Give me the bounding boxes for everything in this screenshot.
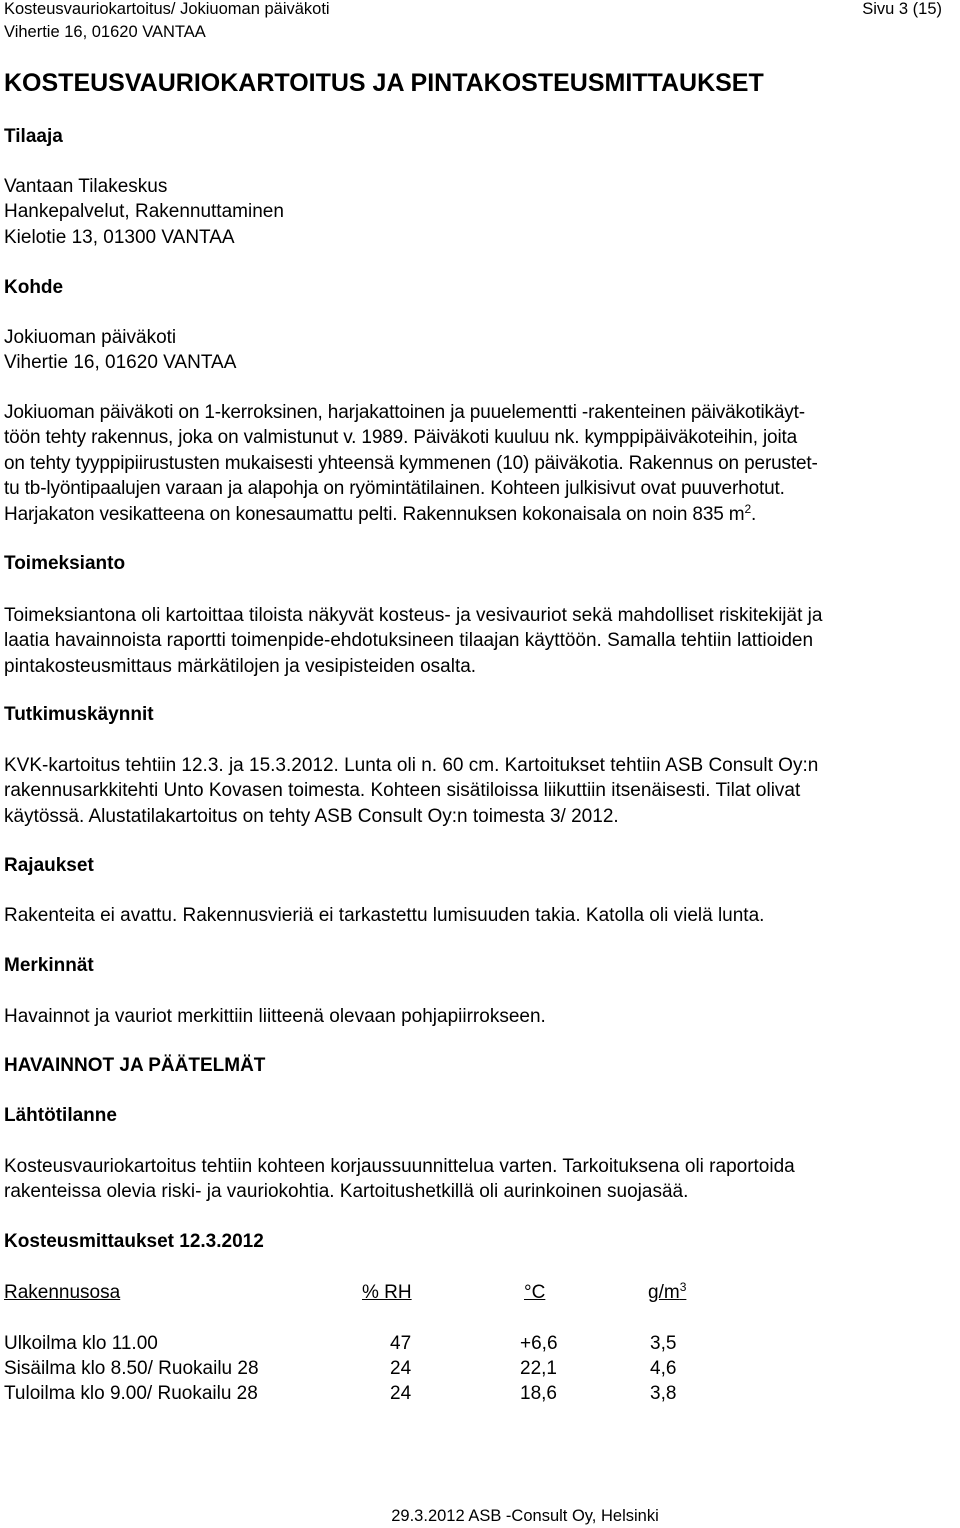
page-header (4, 0, 942, 44)
paragraph-line: Havainnot ja vauriot merkittiin liitteenä olevaan pohjapiirrokseen. (4, 1006, 546, 1027)
column-header-unit: g/m (648, 1282, 680, 1303)
paragraph-line: tu tb-lyöntipaalujen varaan ja alapohja on ryömintätilainen. Kohteen julkisivut ovat puuverhotut. (4, 478, 785, 500)
column-header-rakennusosa: Rakennusosa (4, 1282, 121, 1303)
kohde-line: Vihertie 16, 01620 VANTAA (4, 352, 237, 374)
heading-tilaaja: Tilaaja (4, 126, 63, 147)
heading-rajaukset: Rajaukset (4, 855, 94, 876)
tilaaja-line: Hankepalvelut, Rakennuttaminen (4, 201, 284, 223)
paragraph-line (4, 502, 818, 527)
tilaaja-line: Vantaan Tilakeskus (4, 176, 168, 197)
paragraph-line: laatia havainnoista raportti toimenpide-ehdotuksineen tilaajan käyttöön. Samalla tehtiin lattioiden (4, 630, 814, 652)
heading-merkinnat: Merkinnät (4, 955, 94, 976)
paragraph-line: rakenteissa olevia riski- ja vauriokohtia. Kartoitushetkillä oli aurinkoinen suojasää. (4, 1181, 689, 1203)
table-cell-rakennusosa: Ulkoilma klo 11.00 (4, 1333, 158, 1354)
table-cell-rakennusosa: Sisäilma klo 8.50/ Ruokailu 28 (4, 1358, 259, 1379)
column-header-rh: % RH (362, 1282, 412, 1303)
tilaaja-address (4, 174, 284, 250)
kohde-address (4, 325, 236, 376)
table-cell-g-m3: 3,5 (650, 1333, 677, 1354)
measurement-table (4, 1280, 956, 1410)
paragraph-line: rakennusarkkitehti Unto Kovasen toimesta. Kohteen sisätiloissa liikuttiin itsenäisesti. Tilat olivat (4, 780, 801, 802)
toimeksianto-text (4, 603, 822, 679)
kohde-line: Jokiuoman päiväkoti (4, 327, 177, 348)
area-period: . (751, 503, 757, 525)
paragraph-line: käytössä. Alustatilakartoitus on tehty ASB Consult Oy:n toimesta 3/ 2012. (4, 805, 619, 827)
column-header-unit-superscript: 3 (679, 1280, 687, 1294)
paragraph-line: pintakosteusmittaus märkätilojen ja vesipisteiden osalta. (4, 655, 477, 677)
tutkimuskaynnit-text (4, 753, 818, 829)
column-header-g-m3 (648, 1280, 686, 1305)
table-cell-rakennusosa: Tuloilma klo 9.00/ Ruokailu 28 (4, 1383, 258, 1404)
kohde-description (4, 400, 818, 527)
heading-tutkimuskaynnit: Tutkimuskäynnit (4, 704, 154, 725)
table-cell-celsius: +6,6 (520, 1333, 558, 1354)
table-cell-celsius: 18,6 (520, 1383, 557, 1404)
area-superscript: 2 (744, 501, 752, 516)
table-cell-g-m3: 4,6 (650, 1358, 677, 1379)
page-footer: 29.3.2012 ASB -Consult Oy, Helsinki (391, 1507, 659, 1525)
table-cell-rh: 24 (390, 1383, 412, 1404)
table-cell-g-m3: 3,8 (650, 1383, 677, 1404)
rajaukset-text (4, 903, 764, 928)
table-cell-rh: 24 (390, 1358, 412, 1379)
column-header-celsius: °C (524, 1282, 546, 1303)
header-document-title: Kosteusvauriokartoitus/ Jokiuoman päiväkoti (4, 0, 330, 18)
header-address: Vihertie 16, 01620 VANTAA (4, 23, 206, 41)
table-cell-celsius: 22,1 (520, 1358, 557, 1379)
tilaaja-line: Kielotie 13, 01300 VANTAA (4, 226, 235, 248)
paragraph-line: töön tehty rakennus, joka on valmistunut v. 1989. Päiväkoti kuuluu nk. kymppipäiväkoteihin, joita (4, 427, 798, 449)
paragraph-line: Jokiuoman päiväkoti on 1-kerroksinen, harjakattoinen ja puuelementti -rakenteinen päiväkotikäyt- (4, 402, 805, 423)
paragraph-line: Kosteusvauriokartoitus tehtiin kohteen korjaussuunnittelua varten. Tarkoituksena oli raportoida (4, 1156, 795, 1177)
paragraph-line: Rakenteita ei avattu. Rakennusvieriä ei tarkastettu lumisuuden takia. Katolla oli vielä lunta. (4, 905, 765, 926)
heading-kosteusmittaukset: Kosteusmittaukset 12.3.2012 (4, 1231, 264, 1252)
paragraph-line: Toimeksiantona oli kartoittaa tiloista näkyvät kosteus- ja vesivauriot sekä mahdolliset riskitekijät ja (4, 605, 823, 626)
lahtotilanne-text (4, 1154, 795, 1205)
paragraph-line: on tehty tyyppipiirustusten mukaisesti yhteensä kymmenen (10) päiväkotia. Rakennus on perustet- (4, 452, 818, 474)
heading-lahtotilanne: Lähtötilanne (4, 1105, 117, 1126)
merkinnat-text (4, 1004, 546, 1029)
heading-kohde: Kohde (4, 277, 64, 298)
paragraph-line: KVK-kartoitus tehtiin 12.3. ja 15.3.2012. Lunta oli n. 60 cm. Kartoitukset tehtiin ASB Consult Oy:n (4, 755, 819, 776)
area-text: Harjakaton vesikatteena on konesaumattu pelti. Rakennuksen kokonaisala on noin 835 m (4, 503, 745, 525)
table-cell-rh: 47 (390, 1333, 412, 1354)
header-page-number: Sivu 3 (15) (862, 0, 942, 18)
heading-toimeksianto: Toimeksianto (4, 553, 126, 574)
heading-havainnot-ja-paatelmat: HAVAINNOT JA PÄÄTELMÄT (4, 1055, 266, 1076)
document-title: KOSTEUSVAURIOKARTOITUS JA PINTAKOSTEUSMITTAUKSET (4, 69, 764, 97)
